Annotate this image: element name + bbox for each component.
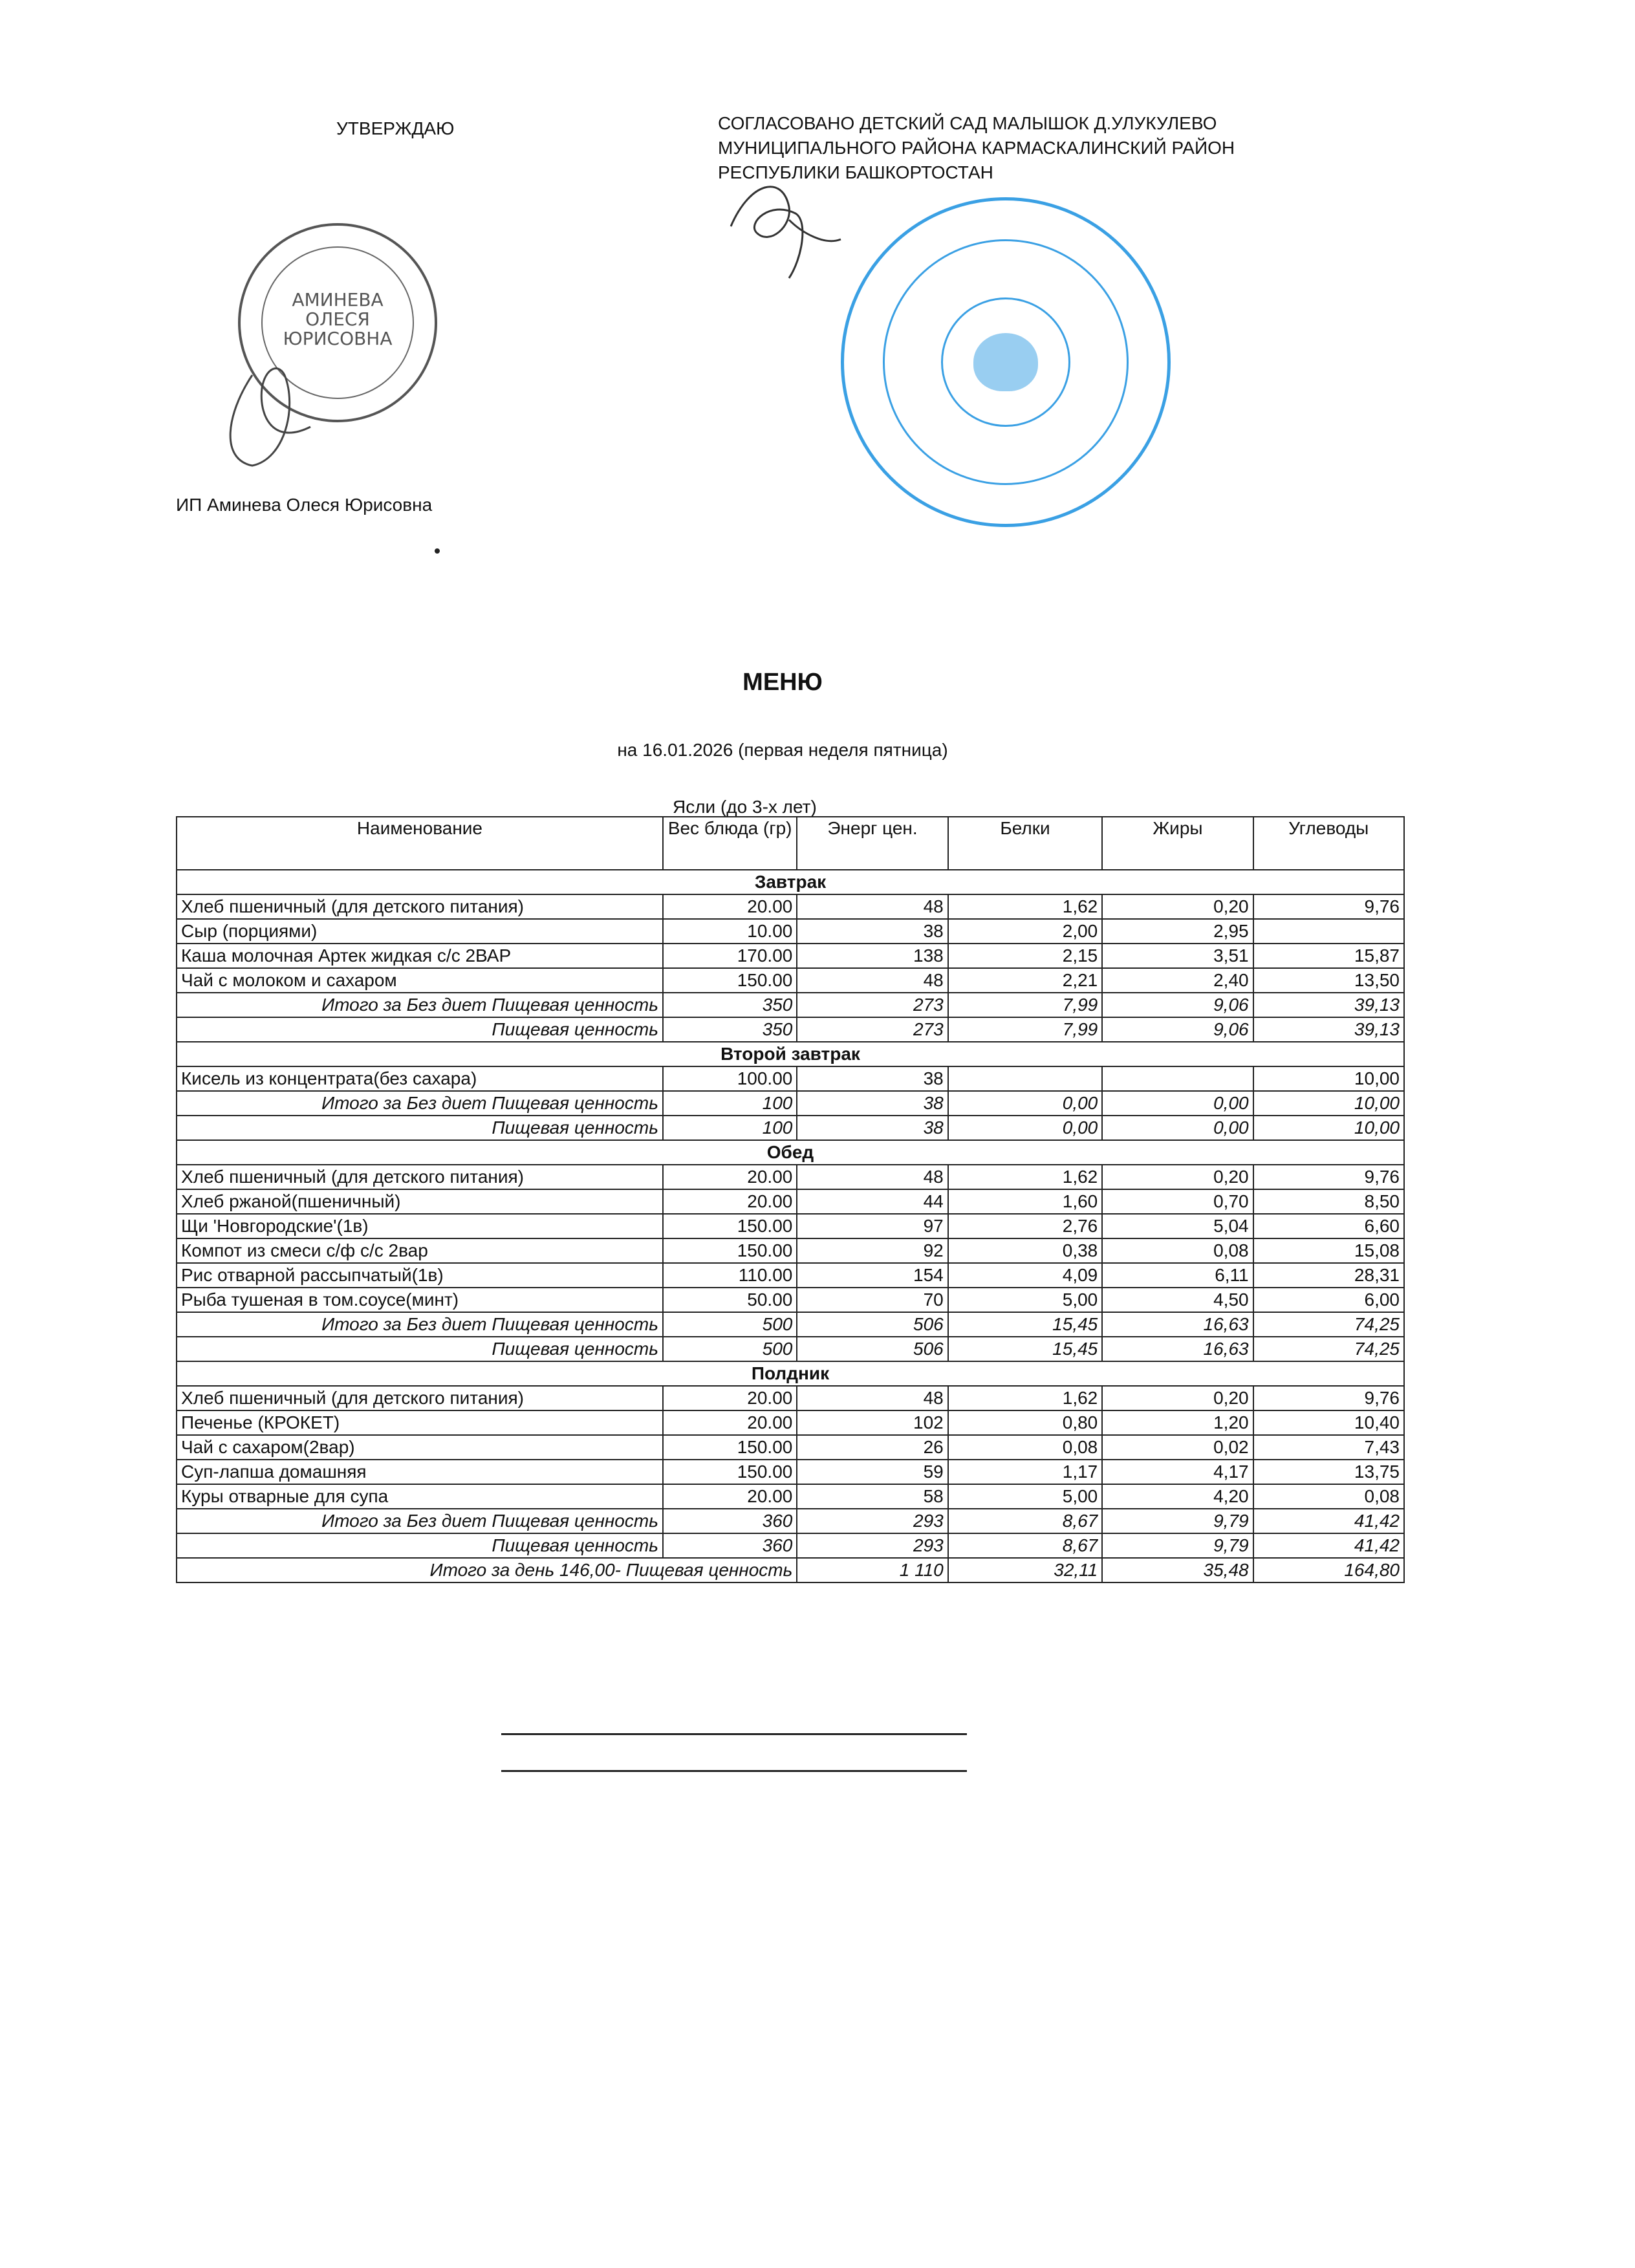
signature-right: [711, 162, 854, 291]
signature-line: [501, 1733, 967, 1735]
total-row: [177, 1091, 1404, 1116]
cell-name: Кисель из концентрата(без сахара): [177, 1066, 663, 1091]
cell-name: Хлеб ржаной(пшеничный): [177, 1189, 663, 1214]
section-label: Завтрак: [177, 870, 1404, 894]
cell-weight: 360: [663, 1533, 797, 1558]
cell-weight: 20.00: [663, 1386, 797, 1410]
cell-fat: 9,79: [1102, 1533, 1253, 1558]
cell-weight: 150.00: [663, 1238, 797, 1263]
cell-weight: 360: [663, 1509, 797, 1533]
cell-fat: 0,00: [1102, 1116, 1253, 1140]
cell-name: Рис отварной рассыпчатый(1в): [177, 1263, 663, 1288]
cell-protein: 15,45: [948, 1312, 1103, 1337]
cell-protein: 5,00: [948, 1484, 1103, 1509]
cell-name: Хлеб пшеничный (для детского питания): [177, 894, 663, 919]
cell-energy: 38: [797, 1091, 947, 1116]
cell-carbs: 15,87: [1253, 944, 1404, 968]
cell-fat: 0,20: [1102, 1386, 1253, 1410]
cell-carbs: 10,00: [1253, 1116, 1404, 1140]
cell-fat: 2,40: [1102, 968, 1253, 993]
cell-carbs: 9,76: [1253, 1386, 1404, 1410]
cell-name: Пищевая ценность: [177, 1017, 663, 1042]
menu-table-body: [177, 870, 1404, 1582]
cell-name: Пищевая ценность: [177, 1337, 663, 1361]
table-row: [177, 1288, 1404, 1312]
cell-protein: 8,67: [948, 1509, 1103, 1533]
table-header-row: [177, 817, 1404, 870]
cell-name: Каша молочная Артек жидкая с/с 2ВАР: [177, 944, 663, 968]
cell-protein: 0,00: [948, 1116, 1103, 1140]
stamp-line: ОЛЕСЯ: [305, 308, 370, 330]
cell-carbs: 39,13: [1253, 993, 1404, 1017]
cell-weight: 20.00: [663, 1410, 797, 1435]
cell-name: Пищевая ценность: [177, 1116, 663, 1140]
col-header-protein: Белки: [948, 817, 1103, 870]
cell-protein: 1,60: [948, 1189, 1103, 1214]
cell-fat: 4,50: [1102, 1288, 1253, 1312]
cell-carbs: 6,60: [1253, 1214, 1404, 1238]
dot-mark: [435, 548, 440, 554]
cell-fat: 16,63: [1102, 1312, 1253, 1337]
cell-protein: 2,00: [948, 919, 1103, 944]
cell-fat: 1,20: [1102, 1410, 1253, 1435]
cell-fat: 0,00: [1102, 1091, 1253, 1116]
kindergarten-seal-stamp: [841, 197, 1171, 527]
cell-weight: 100: [663, 1091, 797, 1116]
agreed-line: МУНИЦИПАЛЬНОГО РАЙОНА КАРМАСКАЛИНСКИЙ РАЙОН: [718, 138, 1235, 158]
stamp-line: ЮРИСОВНА: [283, 328, 393, 349]
section-row: [177, 1361, 1404, 1386]
cell-fat: [1102, 1066, 1253, 1091]
cell-energy: 273: [797, 1017, 947, 1042]
cell-weight: 150.00: [663, 968, 797, 993]
cell-energy: 48: [797, 1165, 947, 1189]
cell-protein: 7,99: [948, 1017, 1103, 1042]
cell-carbs: 74,25: [1253, 1337, 1404, 1361]
cell-name: Сыр (порциями): [177, 919, 663, 944]
cell-energy: 59: [797, 1460, 947, 1484]
cell-weight: 20.00: [663, 894, 797, 919]
cell-weight: 20.00: [663, 1165, 797, 1189]
page-title: МЕНЮ: [742, 669, 823, 696]
cell-fat: 16,63: [1102, 1337, 1253, 1361]
cell-fat: 9,79: [1102, 1509, 1253, 1533]
cell-weight: 350: [663, 1017, 797, 1042]
cell-protein: 1,17: [948, 1460, 1103, 1484]
cell-energy: 273: [797, 993, 947, 1017]
stamp-line: АМИНЕВА: [292, 289, 384, 310]
cell-fat: 4,17: [1102, 1460, 1253, 1484]
col-header-fat: Жиры: [1102, 817, 1253, 870]
cell-energy: 38: [797, 919, 947, 944]
cell-energy: 70: [797, 1288, 947, 1312]
section-row: [177, 1042, 1404, 1066]
section-row: [177, 1140, 1404, 1165]
cell-name: Рыба тушеная в том.соусе(минт): [177, 1288, 663, 1312]
day-total-fat: 35,48: [1102, 1558, 1253, 1582]
cell-energy: 44: [797, 1189, 947, 1214]
cell-energy: 48: [797, 894, 947, 919]
col-header-name: Наименование: [177, 817, 663, 870]
cell-protein: 1,62: [948, 894, 1103, 919]
ip-name: ИП Аминева Олеся Юрисовна: [176, 495, 433, 515]
emblem-icon: [973, 333, 1038, 391]
section-row: [177, 870, 1404, 894]
cell-protein: 0,08: [948, 1435, 1103, 1460]
cell-fat: 0,08: [1102, 1238, 1253, 1263]
cell-weight: 100: [663, 1116, 797, 1140]
cell-energy: 38: [797, 1066, 947, 1091]
cell-carbs: 10,00: [1253, 1066, 1404, 1091]
cell-carbs: 0,08: [1253, 1484, 1404, 1509]
cell-weight: 100.00: [663, 1066, 797, 1091]
cell-fat: 0,20: [1102, 1165, 1253, 1189]
cell-carbs: 74,25: [1253, 1312, 1404, 1337]
cell-carbs: 41,42: [1253, 1533, 1404, 1558]
cell-carbs: 10,00: [1253, 1091, 1404, 1116]
cell-energy: 506: [797, 1312, 947, 1337]
total-row: [177, 1116, 1404, 1140]
cell-energy: 293: [797, 1533, 947, 1558]
col-header-energy: Энерг цен.: [797, 817, 947, 870]
cell-fat: 4,20: [1102, 1484, 1253, 1509]
cell-weight: 150.00: [663, 1435, 797, 1460]
table-row: [177, 919, 1404, 944]
day-total-protein: 32,11: [948, 1558, 1103, 1582]
table-row: [177, 1484, 1404, 1509]
cell-fat: 0,20: [1102, 894, 1253, 919]
agreed-line: РЕСПУБЛИКИ БАШКОРТОСТАН: [718, 162, 993, 182]
cell-weight: 170.00: [663, 944, 797, 968]
table-row: [177, 1066, 1404, 1091]
col-header-weight: Вес блюда (гр): [663, 817, 797, 870]
cell-name: Пищевая ценность: [177, 1533, 663, 1558]
cell-protein: 8,67: [948, 1533, 1103, 1558]
cell-carbs: 15,08: [1253, 1238, 1404, 1263]
day-total-energy: 1 110: [797, 1558, 947, 1582]
cell-weight: 20.00: [663, 1484, 797, 1509]
cell-fat: 9,06: [1102, 993, 1253, 1017]
cell-carbs: 7,43: [1253, 1435, 1404, 1460]
cell-carbs: 13,75: [1253, 1460, 1404, 1484]
table-row: [177, 1165, 1404, 1189]
cell-protein: 7,99: [948, 993, 1103, 1017]
cell-protein: 15,45: [948, 1337, 1103, 1361]
signature-line: [501, 1770, 967, 1772]
cell-carbs: 8,50: [1253, 1189, 1404, 1214]
cell-name: Итого за Без диет Пищевая ценность: [177, 1509, 663, 1533]
cell-energy: 97: [797, 1214, 947, 1238]
cell-protein: 2,15: [948, 944, 1103, 968]
total-row: [177, 1533, 1404, 1558]
total-row: [177, 1337, 1404, 1361]
cell-energy: 102: [797, 1410, 947, 1435]
cell-name: Щи 'Новгородские'(1в): [177, 1214, 663, 1238]
cell-name: Компот из смеси с/ф с/с 2вар: [177, 1238, 663, 1263]
cell-weight: 20.00: [663, 1189, 797, 1214]
menu-date: на 16.01.2026 (первая неделя пятница): [617, 740, 948, 760]
total-row: [177, 1312, 1404, 1337]
cell-protein: 1,62: [948, 1165, 1103, 1189]
col-header-carbs: Углеводы: [1253, 817, 1404, 870]
table-row: [177, 894, 1404, 919]
day-total-row: [177, 1558, 1404, 1582]
cell-carbs: 28,31: [1253, 1263, 1404, 1288]
cell-name: Итого за Без диет Пищевая ценность: [177, 993, 663, 1017]
cell-protein: 0,00: [948, 1091, 1103, 1116]
table-row: [177, 1214, 1404, 1238]
cell-name: Печенье (КРОКЕТ): [177, 1410, 663, 1435]
table-row: [177, 944, 1404, 968]
table-row: [177, 1410, 1404, 1435]
cell-protein: 2,21: [948, 968, 1103, 993]
section-label: Второй завтрак: [177, 1042, 1404, 1066]
table-row: [177, 1435, 1404, 1460]
cell-energy: 92: [797, 1238, 947, 1263]
cell-carbs: 6,00: [1253, 1288, 1404, 1312]
cell-weight: 350: [663, 993, 797, 1017]
cell-fat: 0,70: [1102, 1189, 1253, 1214]
cell-fat: 9,06: [1102, 1017, 1253, 1042]
cell-weight: 150.00: [663, 1460, 797, 1484]
cell-weight: 50.00: [663, 1288, 797, 1312]
cell-energy: 293: [797, 1509, 947, 1533]
cell-carbs: 41,42: [1253, 1509, 1404, 1533]
cell-name: Чай с молоком и сахаром: [177, 968, 663, 993]
cell-protein: 0,80: [948, 1410, 1103, 1435]
cell-protein: 2,76: [948, 1214, 1103, 1238]
cell-carbs: 9,76: [1253, 1165, 1404, 1189]
cell-energy: 48: [797, 1386, 947, 1410]
cell-weight: 500: [663, 1312, 797, 1337]
cell-name: Итого за Без диет Пищевая ценность: [177, 1312, 663, 1337]
cell-carbs: [1253, 919, 1404, 944]
cell-fat: 2,95: [1102, 919, 1253, 944]
cell-weight: 500: [663, 1337, 797, 1361]
cell-fat: 0,02: [1102, 1435, 1253, 1460]
table-row: [177, 1460, 1404, 1484]
total-row: [177, 993, 1404, 1017]
cell-name: Чай с сахаром(2вар): [177, 1435, 663, 1460]
cell-energy: 48: [797, 968, 947, 993]
approve-label: УТВЕРЖДАЮ: [336, 118, 455, 138]
cell-weight: 110.00: [663, 1263, 797, 1288]
cell-protein: 5,00: [948, 1288, 1103, 1312]
table-row: [177, 1263, 1404, 1288]
section-label: Обед: [177, 1140, 1404, 1165]
table-row: [177, 1238, 1404, 1263]
cell-name: Итого за Без диет Пищевая ценность: [177, 1091, 663, 1116]
cell-energy: 138: [797, 944, 947, 968]
cell-fat: 5,04: [1102, 1214, 1253, 1238]
cell-name: Хлеб пшеничный (для детского питания): [177, 1165, 663, 1189]
cell-energy: 38: [797, 1116, 947, 1140]
age-group-label: Ясли (до 3-х лет): [673, 797, 817, 817]
menu-table: [176, 816, 1405, 1583]
cell-energy: 26: [797, 1435, 947, 1460]
total-row: [177, 1509, 1404, 1533]
table-row: [177, 1386, 1404, 1410]
agreed-line: СОГЛАСОВАНО ДЕТСКИЙ САД МАЛЫШОК Д.УЛУКУЛЕВО: [718, 113, 1217, 133]
cell-fat: 6,11: [1102, 1263, 1253, 1288]
cell-protein: 0,38: [948, 1238, 1103, 1263]
table-row: [177, 1189, 1404, 1214]
cell-name: Суп-лапша домашняя: [177, 1460, 663, 1484]
cell-carbs: 13,50: [1253, 968, 1404, 993]
cell-protein: 1,62: [948, 1386, 1103, 1410]
cell-carbs: 10,40: [1253, 1410, 1404, 1435]
cell-energy: 154: [797, 1263, 947, 1288]
cell-protein: [948, 1066, 1103, 1091]
cell-energy: 58: [797, 1484, 947, 1509]
table-row: [177, 968, 1404, 993]
cell-name: Хлеб пшеничный (для детского питания): [177, 1386, 663, 1410]
total-row: [177, 1017, 1404, 1042]
cell-carbs: 39,13: [1253, 1017, 1404, 1042]
day-total-carbs: 164,80: [1253, 1558, 1404, 1582]
cell-weight: 150.00: [663, 1214, 797, 1238]
cell-name: Куры отварные для супа: [177, 1484, 663, 1509]
cell-energy: 506: [797, 1337, 947, 1361]
cell-fat: 3,51: [1102, 944, 1253, 968]
signature-left: [213, 349, 356, 479]
cell-protein: 4,09: [948, 1263, 1103, 1288]
cell-carbs: 9,76: [1253, 894, 1404, 919]
section-label: Полдник: [177, 1361, 1404, 1386]
cell-weight: 10.00: [663, 919, 797, 944]
day-total-label: Итого за день 146,00- Пищевая ценность: [177, 1558, 797, 1582]
